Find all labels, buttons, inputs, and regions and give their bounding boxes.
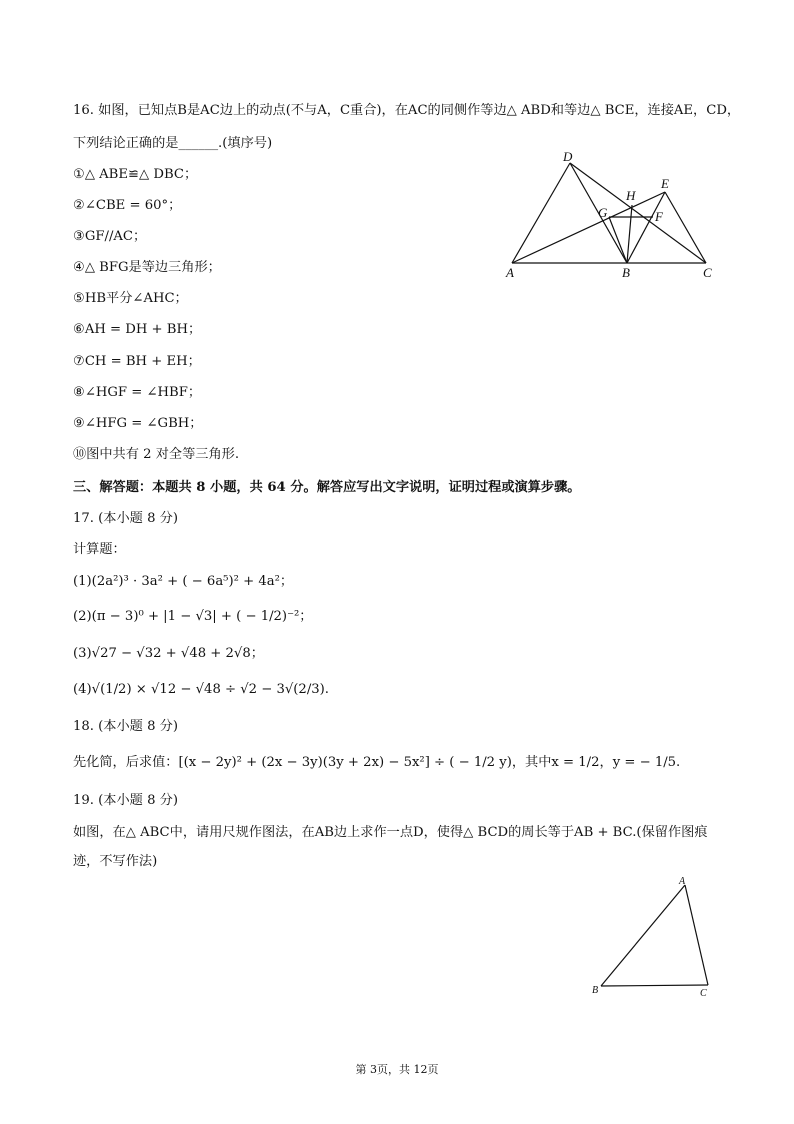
- q16-item-5: ⑤HB平分∠AHC；: [73, 291, 188, 306]
- q19-label-A: A: [679, 876, 686, 887]
- q16-item-3: ③GF//AC；: [73, 229, 147, 244]
- label-E: E: [661, 176, 669, 191]
- label-B: B: [622, 265, 630, 280]
- label-H: H: [626, 188, 636, 203]
- q16-item-2: ②∠CBE = 60°；: [73, 198, 182, 213]
- q16-triangle-figure: [498, 146, 728, 282]
- q16-item-9: ⑨∠HFG = ∠GBH；: [73, 416, 203, 431]
- q16-item-8: ⑧∠HGF = ∠HBF；: [73, 385, 202, 400]
- q19-label-C: C: [700, 988, 707, 999]
- q19-label-B: B: [592, 985, 599, 996]
- q18-header: 18. (本小题 8 分): [73, 719, 178, 734]
- q16-item-1: ①△ ABE≌△ DBC；: [73, 167, 198, 182]
- q16-item-7: ⑦CH = BH + EH；: [73, 354, 201, 369]
- q19-line2: 迹，不写作法): [73, 854, 158, 869]
- label-A: A: [506, 265, 514, 280]
- q19-line1: 如图，在△ ABC中，请用尺规作图法，在AB边上求作一点D，使得△ BCD的周长等于AB + BC.(保留作图痕: [73, 825, 708, 840]
- page-footer: 第 3页，共 12页: [355, 1063, 439, 1076]
- q17-header: 17. (本小题 8 分): [73, 511, 178, 526]
- q16-item-6: ⑥AH = DH + BH；: [73, 322, 202, 337]
- q17-item-2: (2)(π − 3)⁰ + |1 − √3| + ( − 1/2)⁻²；: [73, 609, 313, 624]
- q16-line2: 下列结论正确的是______.(填序号): [73, 136, 273, 151]
- label-D: D: [563, 149, 573, 164]
- q16-line1: 16. 如图，已知点B是AC边上的动点(不与A，C重合)，在AC的同侧作等边△ ABD和等边△ BCE，连接AE，CD，: [73, 103, 741, 118]
- q19-header: 19. (本小题 8 分): [73, 793, 178, 808]
- q18-text: 先化简，后求值：[(x − 2y)² + (2x − 3y)(3y + 2x) − 5x²] ÷ ( − 1/2 y)，其中x = 1/2，y = − 1/5.: [73, 755, 681, 770]
- q17-intro: 计算题：: [73, 542, 126, 557]
- q19-triangle-figure: [586, 872, 716, 1000]
- q17-item-1: (1)(2a²)³ · 3a² + ( − 6a⁵)² + 4a²；: [73, 574, 294, 589]
- label-G: G: [598, 205, 608, 220]
- section-three-heading: 三、解答题：本题共 8 小题，共 64 分。解答应写出文字说明，证明过程或演算步骤。: [73, 480, 581, 495]
- label-F: F: [655, 209, 663, 224]
- q17-item-3: (3)√27 − √32 + √48 + 2√8；: [73, 646, 264, 661]
- q17-item-4: (4)√(1/2) × √12 − √48 ÷ √2 − 3√(2/3).: [73, 682, 329, 697]
- q16-item-10: ⑩图中共有 2 对全等三角形.: [73, 447, 240, 462]
- q16-item-4: ④△ BFG是等边三角形；: [73, 260, 221, 275]
- label-C: C: [703, 265, 712, 280]
